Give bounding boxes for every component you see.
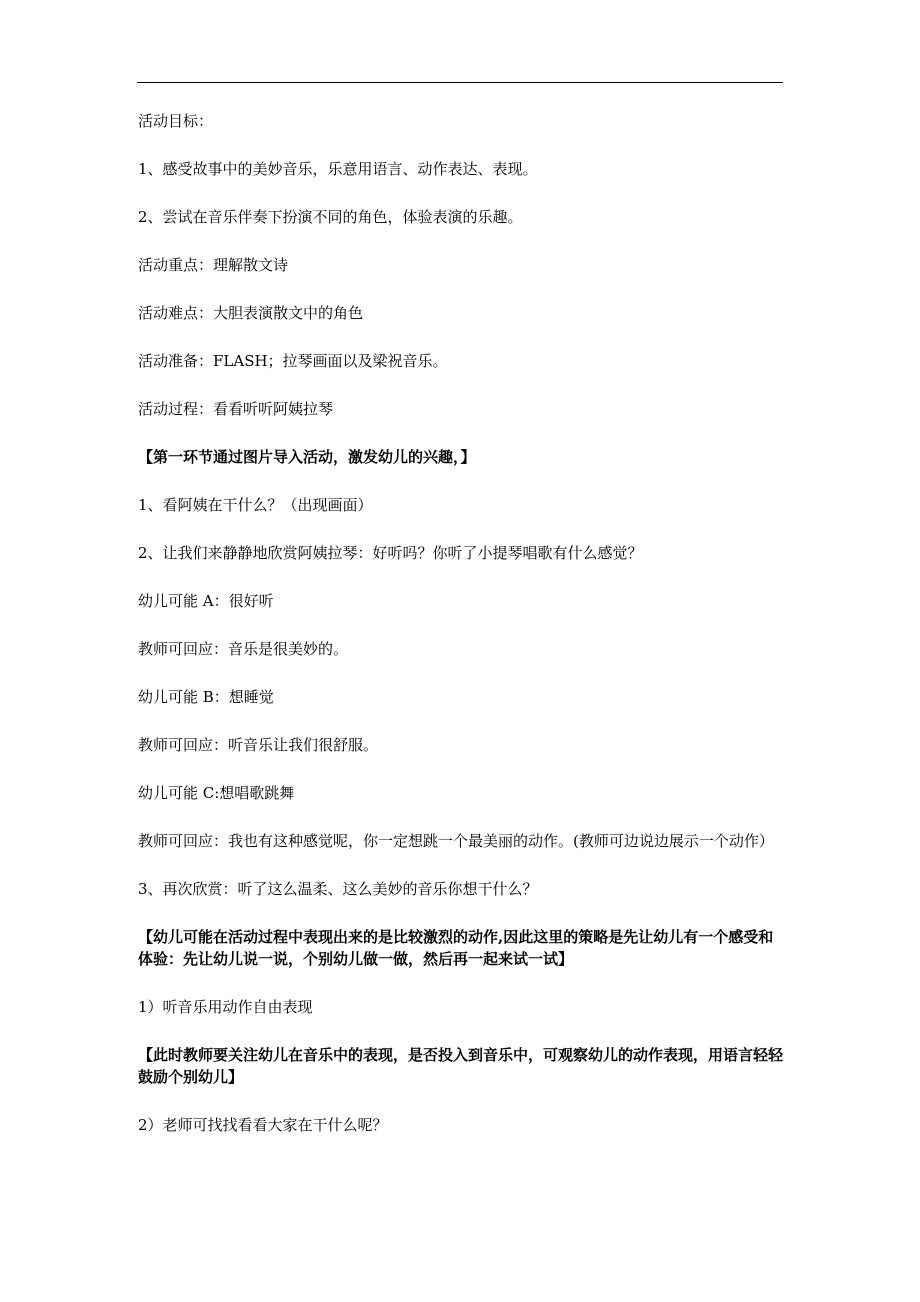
paragraph-difficulty: 活动难点：大胆表演散文中的角色 <box>138 304 364 322</box>
paragraph-child-a: 幼儿可能 A：很好听 <box>138 592 274 610</box>
paragraph-goals-heading: 活动目标： <box>138 112 214 130</box>
paragraph-substep-1: 1）听音乐用动作自由表现 <box>138 998 313 1016</box>
paragraph-step-2: 2、让我们来静静地欣赏阿姨拉琴：好听吗？你听了小提琴唱歌有什么感觉？ <box>138 544 643 562</box>
header-rule <box>137 82 783 83</box>
paragraph-step-1: 1、看阿姨在干什么？（出现画面） <box>138 496 373 514</box>
paragraph-observation-note: 【此时教师要关注幼儿在音乐中的表现，是否投入到音乐中，可观察幼儿的动作表现，用语言轻轻鼓励个别幼儿】 <box>138 1046 784 1086</box>
paragraph-process: 活动过程：看看听听阿姨拉琴 <box>138 400 334 418</box>
paragraph-key-point: 活动重点：理解散文诗 <box>138 256 289 274</box>
paragraph-teacher-c: 教师可回应：我也有这种感觉呢，你一定想跳一个最美丽的动作。(教师可边说边展示一个动作） <box>138 832 774 850</box>
paragraph-step-3: 3、再次欣赏：听了这么温柔、这么美妙的音乐你想干什么？ <box>138 880 538 898</box>
paragraph-stage-1-note: 【第一环节通过图片导入活动，激发幼儿的兴趣，】 <box>138 448 476 466</box>
paragraph-teacher-a: 教师可回应：音乐是很美妙的。 <box>138 640 349 658</box>
paragraph-goal-2: 2、尝试在音乐伴奏下扮演不同的角色，体验表演的乐趣。 <box>138 208 523 226</box>
paragraph-child-c: 幼儿可能 C:想唱歌跳舞 <box>138 784 295 802</box>
paragraph-preparation: 活动准备：FLASH；拉琴画面以及梁祝音乐。 <box>138 352 448 370</box>
paragraph-strategy-note: 【幼儿可能在活动过程中表现出来的是比较激烈的动作,因此这里的策略是先让幼儿有一个感受和体验：先让幼儿说一说，个别幼儿做一做，然后再一起来试一试】 <box>138 928 774 968</box>
paragraph-child-b: 幼儿可能 B：想睡觉 <box>138 688 274 706</box>
paragraph-goal-1: 1、感受故事中的美妙音乐，乐意用语言、动作表达、表现。 <box>138 160 538 178</box>
paragraph-teacher-b: 教师可回应：听音乐让我们很舒服。 <box>138 736 379 754</box>
document-body <box>138 110 786 1162</box>
paragraph-substep-2: 2）老师可找找看看大家在干什么呢？ <box>138 1116 388 1134</box>
